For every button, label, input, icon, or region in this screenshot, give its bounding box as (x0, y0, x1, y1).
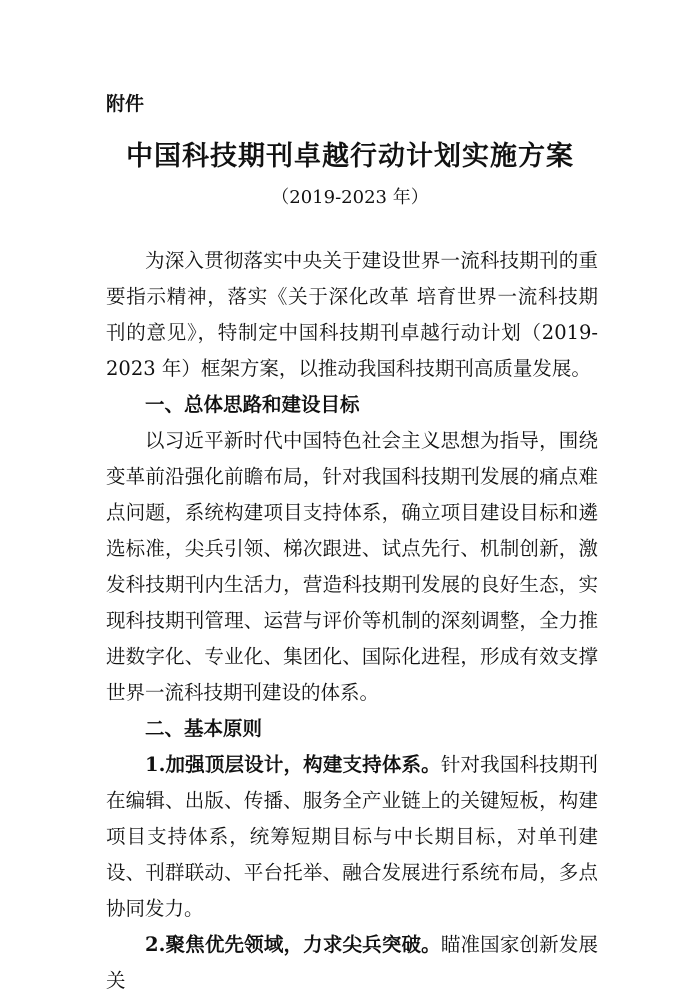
document-body (106, 243, 598, 999)
principle-lead-2: 2.聚焦优先领域，力求尖兵突破。 (145, 933, 441, 956)
section-1-paragraph: 以习近平新时代中国特色社会主义思想为指导，围绕变革前沿强化前瞻布局，针对我国科技期刊发展的痛点难点问题，系统构建项目支持体系，确立项目建设目标和遴选标准，尖兵引领、梯次跟进、试点先行、机制创新，激发科技期刊内生活力，营造科技期刊发展的良好生态，实现科技期刊管理、运营与评价等机制的深刻调整，全力推进数字化、专业化、集团化、国际化进程，形成有效支撑世界一流科技期刊建设的体系。 (106, 429, 598, 704)
page-title: 中国科技期刊卓越行动计划实施方案 (126, 141, 574, 172)
principle-item-1 (106, 747, 598, 927)
intro-paragraph: 为深入贯彻落实中央关于建设世界一流科技期刊的重要指示精神，落实《关于深化改革 培育世界一流科技期刊的意见》，特制定中国科技期刊卓越行动计划（2019-2023 年）框架方案，以推动我国科技期刊高质量发展。 (106, 249, 598, 380)
principle-lead-1: 1.加强顶层设计，构建支持体系。 (145, 753, 441, 776)
principle-text-1: 针对我国科技期刊在编辑、出版、传播、服务全产业链上的关键短板，构建项目支持体系，统筹短期目标与中长期目标，对单刊建设、刊群联动、平台托举、融合发展进行系统布局，多点协同发力。 (106, 753, 598, 920)
attachment-label: 附件 (106, 93, 145, 115)
section-heading-1: 一、总体思路和建设目标 (145, 393, 360, 416)
section-heading-2: 二、基本原则 (145, 717, 263, 740)
principle-item-2 (106, 927, 598, 999)
principle-text-2: 瞄准国家创新发展关 (106, 933, 598, 992)
page-subtitle: （2019-2023 年） (271, 187, 429, 208)
